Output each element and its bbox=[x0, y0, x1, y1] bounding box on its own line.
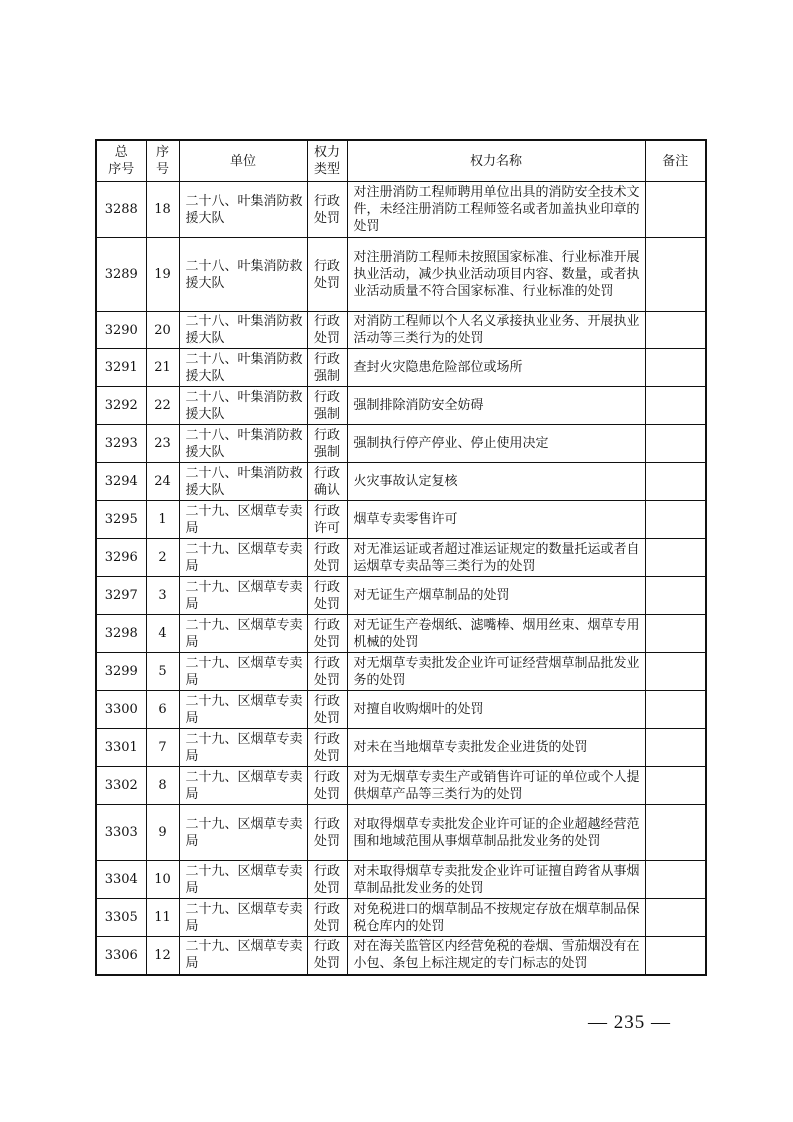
seq-cell: 9 bbox=[146, 805, 179, 861]
table-row bbox=[96, 861, 706, 899]
header-seq: 序 号 bbox=[146, 140, 179, 182]
power-name-cell: 烟草专卖零售许可 bbox=[347, 501, 645, 539]
remark-cell bbox=[645, 463, 706, 501]
unit-cell: 二十八、叶集消防救援大队 bbox=[179, 182, 307, 238]
power-name-cell: 对为无烟草专卖生产或销售许可证的单位或个人提供烟草产品等三类行为的处罚 bbox=[347, 767, 645, 805]
remark-cell bbox=[645, 805, 706, 861]
header-unit: 单位 bbox=[179, 140, 307, 182]
table-row bbox=[96, 425, 706, 463]
page-number: — 235 — bbox=[588, 1012, 671, 1033]
table-row bbox=[96, 729, 706, 767]
power-list-table-wrap bbox=[95, 139, 705, 976]
power-type-cell: 行政处罚 bbox=[307, 615, 347, 653]
remark-cell bbox=[645, 615, 706, 653]
total-no-cell: 3303 bbox=[96, 805, 146, 861]
total-no-cell: 3298 bbox=[96, 615, 146, 653]
power-list-table bbox=[95, 139, 707, 976]
seq-cell: 8 bbox=[146, 767, 179, 805]
seq-cell: 6 bbox=[146, 691, 179, 729]
seq-cell: 18 bbox=[146, 182, 179, 238]
power-name-cell: 查封火灾隐患危险部位或场所 bbox=[347, 349, 645, 387]
remark-cell bbox=[645, 387, 706, 425]
remark-cell bbox=[645, 861, 706, 899]
total-no-cell: 3301 bbox=[96, 729, 146, 767]
seq-cell: 7 bbox=[146, 729, 179, 767]
power-type-cell: 行政处罚 bbox=[307, 182, 347, 238]
table-row bbox=[96, 691, 706, 729]
table-row bbox=[96, 463, 706, 501]
power-name-cell: 对未在当地烟草专卖批发企业进货的处罚 bbox=[347, 729, 645, 767]
seq-cell: 1 bbox=[146, 501, 179, 539]
header-power-name: 权力名称 bbox=[347, 140, 645, 182]
power-type-cell: 行政处罚 bbox=[307, 653, 347, 691]
table-row bbox=[96, 899, 706, 937]
total-no-cell: 3299 bbox=[96, 653, 146, 691]
total-no-cell: 3297 bbox=[96, 577, 146, 615]
total-no-cell: 3291 bbox=[96, 349, 146, 387]
remark-cell bbox=[645, 312, 706, 349]
total-no-cell: 3294 bbox=[96, 463, 146, 501]
total-no-cell: 3306 bbox=[96, 937, 146, 975]
power-name-cell: 对取得烟草专卖批发企业许可证的企业超越经营范围和地域范围从事烟草制品批发业务的处罚 bbox=[347, 805, 645, 861]
unit-cell: 二十九、区烟草专卖局 bbox=[179, 805, 307, 861]
power-type-cell: 行政处罚 bbox=[307, 899, 347, 937]
power-type-cell: 行政处罚 bbox=[307, 539, 347, 577]
table-row bbox=[96, 805, 706, 861]
seq-cell: 21 bbox=[146, 349, 179, 387]
remark-cell bbox=[645, 539, 706, 577]
total-no-cell: 3289 bbox=[96, 238, 146, 312]
unit-cell: 二十九、区烟草专卖局 bbox=[179, 861, 307, 899]
power-name-cell: 对无准运证或者超过准运证规定的数量托运或者自运烟草专卖品等三类行为的处罚 bbox=[347, 539, 645, 577]
power-name-cell: 对免税进口的烟草制品不按规定存放在烟草制品保税仓库内的处罚 bbox=[347, 899, 645, 937]
power-type-cell: 行政处罚 bbox=[307, 937, 347, 975]
unit-cell: 二十八、叶集消防救援大队 bbox=[179, 463, 307, 501]
power-name-cell: 对注册消防工程师未按照国家标准、行业标准开展执业活动，减少执业活动项目内容、数量，或者执业活动质量不符合国家标准、行业标准的处罚 bbox=[347, 238, 645, 312]
power-name-cell: 对未取得烟草专卖批发企业许可证擅自跨省从事烟草制品批发业务的处罚 bbox=[347, 861, 645, 899]
power-name-cell: 对消防工程师以个人名义承接执业业务、开展执业活动等三类行为的处罚 bbox=[347, 312, 645, 349]
power-type-cell: 行政许可 bbox=[307, 501, 347, 539]
total-no-cell: 3295 bbox=[96, 501, 146, 539]
unit-cell: 二十九、区烟草专卖局 bbox=[179, 899, 307, 937]
seq-cell: 10 bbox=[146, 861, 179, 899]
total-no-cell: 3305 bbox=[96, 899, 146, 937]
power-type-cell: 行政处罚 bbox=[307, 238, 347, 312]
unit-cell: 二十九、区烟草专卖局 bbox=[179, 729, 307, 767]
power-type-cell: 行政确认 bbox=[307, 463, 347, 501]
power-name-cell: 对无烟草专卖批发企业许可证经营烟草制品批发业务的处罚 bbox=[347, 653, 645, 691]
remark-cell bbox=[645, 691, 706, 729]
remark-cell bbox=[645, 425, 706, 463]
table-row bbox=[96, 238, 706, 312]
table-row bbox=[96, 653, 706, 691]
power-type-cell: 行政处罚 bbox=[307, 691, 347, 729]
table-row bbox=[96, 577, 706, 615]
unit-cell: 二十九、区烟草专卖局 bbox=[179, 577, 307, 615]
power-name-cell: 对注册消防工程师聘用单位出具的消防安全技术文件，未经注册消防工程师签名或者加盖执业印章的处罚 bbox=[347, 182, 645, 238]
power-type-cell: 行政处罚 bbox=[307, 861, 347, 899]
total-no-cell: 3296 bbox=[96, 539, 146, 577]
table-body bbox=[96, 182, 706, 975]
power-type-cell: 行政强制 bbox=[307, 425, 347, 463]
unit-cell: 二十八、叶集消防救援大队 bbox=[179, 349, 307, 387]
power-type-cell: 行政处罚 bbox=[307, 805, 347, 861]
seq-cell: 19 bbox=[146, 238, 179, 312]
seq-cell: 24 bbox=[146, 463, 179, 501]
remark-cell bbox=[645, 349, 706, 387]
power-name-cell: 对无证生产烟草制品的处罚 bbox=[347, 577, 645, 615]
unit-cell: 二十八、叶集消防救援大队 bbox=[179, 425, 307, 463]
header-total-no: 总 序号 bbox=[96, 140, 146, 182]
total-no-cell: 3293 bbox=[96, 425, 146, 463]
table-row bbox=[96, 312, 706, 349]
seq-cell: 4 bbox=[146, 615, 179, 653]
seq-cell: 2 bbox=[146, 539, 179, 577]
total-no-cell: 3292 bbox=[96, 387, 146, 425]
power-name-cell: 对无证生产卷烟纸、滤嘴棒、烟用丝束、烟草专用机械的处罚 bbox=[347, 615, 645, 653]
total-no-cell: 3304 bbox=[96, 861, 146, 899]
remark-cell bbox=[645, 937, 706, 975]
remark-cell bbox=[645, 182, 706, 238]
remark-cell bbox=[645, 729, 706, 767]
unit-cell: 二十九、区烟草专卖局 bbox=[179, 653, 307, 691]
table-row bbox=[96, 387, 706, 425]
seq-cell: 20 bbox=[146, 312, 179, 349]
unit-cell: 二十九、区烟草专卖局 bbox=[179, 691, 307, 729]
power-name-cell: 强制执行停产停业、停止使用决定 bbox=[347, 425, 645, 463]
header-power-type: 权力 类型 bbox=[307, 140, 347, 182]
power-type-cell: 行政处罚 bbox=[307, 577, 347, 615]
unit-cell: 二十八、叶集消防救援大队 bbox=[179, 238, 307, 312]
unit-cell: 二十九、区烟草专卖局 bbox=[179, 937, 307, 975]
table-row bbox=[96, 182, 706, 238]
seq-cell: 12 bbox=[146, 937, 179, 975]
total-no-cell: 3290 bbox=[96, 312, 146, 349]
total-no-cell: 3302 bbox=[96, 767, 146, 805]
table-row bbox=[96, 539, 706, 577]
table-row bbox=[96, 501, 706, 539]
power-name-cell: 强制排除消防安全妨碍 bbox=[347, 387, 645, 425]
power-type-cell: 行政处罚 bbox=[307, 729, 347, 767]
table-row bbox=[96, 349, 706, 387]
unit-cell: 二十八、叶集消防救援大队 bbox=[179, 312, 307, 349]
seq-cell: 22 bbox=[146, 387, 179, 425]
unit-cell: 二十九、区烟草专卖局 bbox=[179, 501, 307, 539]
table-row bbox=[96, 937, 706, 975]
remark-cell bbox=[645, 899, 706, 937]
remark-cell bbox=[645, 501, 706, 539]
remark-cell bbox=[645, 767, 706, 805]
table-header-row bbox=[96, 140, 706, 182]
remark-cell bbox=[645, 577, 706, 615]
table-row bbox=[96, 615, 706, 653]
header-remark: 备注 bbox=[645, 140, 706, 182]
power-type-cell: 行政处罚 bbox=[307, 312, 347, 349]
unit-cell: 二十八、叶集消防救援大队 bbox=[179, 387, 307, 425]
unit-cell: 二十九、区烟草专卖局 bbox=[179, 767, 307, 805]
power-type-cell: 行政强制 bbox=[307, 349, 347, 387]
seq-cell: 5 bbox=[146, 653, 179, 691]
power-name-cell: 火灾事故认定复核 bbox=[347, 463, 645, 501]
power-name-cell: 对在海关监管区内经营免税的卷烟、雪茄烟没有在小包、条包上标注规定的专门标志的处罚 bbox=[347, 937, 645, 975]
seq-cell: 11 bbox=[146, 899, 179, 937]
seq-cell: 3 bbox=[146, 577, 179, 615]
total-no-cell: 3300 bbox=[96, 691, 146, 729]
seq-cell: 23 bbox=[146, 425, 179, 463]
power-type-cell: 行政强制 bbox=[307, 387, 347, 425]
total-no-cell: 3288 bbox=[96, 182, 146, 238]
power-type-cell: 行政处罚 bbox=[307, 767, 347, 805]
remark-cell bbox=[645, 238, 706, 312]
unit-cell: 二十九、区烟草专卖局 bbox=[179, 539, 307, 577]
power-name-cell: 对擅自收购烟叶的处罚 bbox=[347, 691, 645, 729]
table-row bbox=[96, 767, 706, 805]
remark-cell bbox=[645, 653, 706, 691]
unit-cell: 二十九、区烟草专卖局 bbox=[179, 615, 307, 653]
